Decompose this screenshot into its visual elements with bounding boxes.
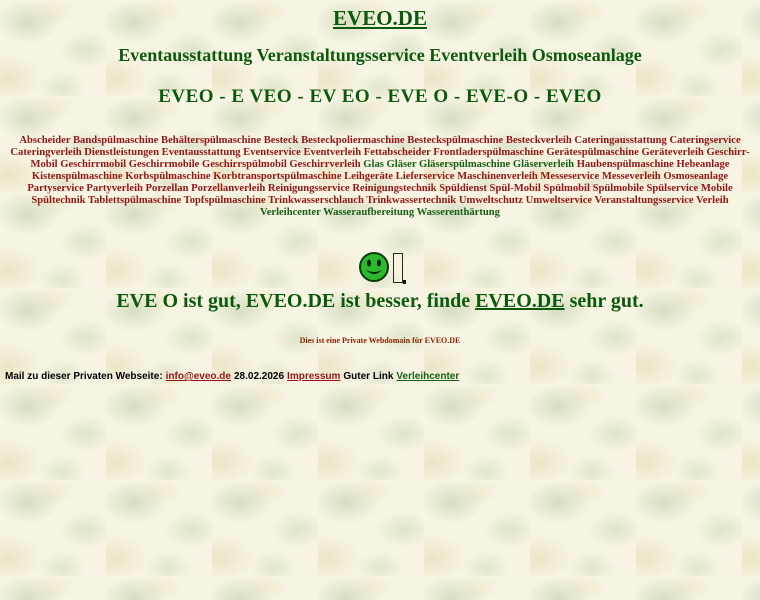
keyword-segment: Spültechnik Tablettspülmaschine Topfspülmaschine Trinkwasserschlauch Trinkwassertechnik Umweltschutz Umweltservice Veranstaltungsservice Verleih xyxy=(31,195,729,206)
keyword-segment: Mobil Geschirrmobil Geschirrmobile Geschirrspülmobil Geschirrverleih xyxy=(30,159,361,170)
statement-prefix: EVE O ist gut, EVEO.DE ist besser, finde xyxy=(116,290,476,312)
keyword-segment: Cateringverleih Dienstleistungen Eventausstattung Eventservice Eventverleih Fettabscheider Frontladerspülmaschine Gerätespülmaschine Geräteverleih Geschirr- xyxy=(10,147,750,158)
page-subtitle: Eventausstattung Veranstaltungsservice Eventverleih Osmoseanlage xyxy=(118,45,642,65)
guter-link-label: Guter Link xyxy=(343,371,394,382)
private-note: Dies ist eine Private Webdomain für EVEO.DE xyxy=(299,336,461,345)
keyword-segment: Kistenspülmaschine Korbspülmaschine Korbtransportspülmaschine Leihgeräte Lieferservice Maschinenverleih Messeservice Messeverleih Osmoseanlage xyxy=(31,171,729,182)
email-link[interactable]: info@eveo.de xyxy=(165,371,231,382)
keyword-line xyxy=(2,207,758,219)
keyword-segment: Verleihcenter Wasseraufbereitung Wasserenthärtung xyxy=(260,207,500,218)
keyword-line xyxy=(2,195,758,207)
footer-label: Mail zu dieser Privaten Webseite: xyxy=(5,371,163,382)
keyword-segment: Partyservice Partyverleih Porzellan Porzellanverleih Reinigungsservice Reinigungstechnik Spüldienst Spül-Mobil Spülmobil Spülmobile Spülservice Mobile xyxy=(27,183,733,194)
name-variants: EVEO - E VEO - EV EO - EVE O - EVE-O - EVEO xyxy=(158,86,602,107)
traffic-light-icon xyxy=(393,253,403,283)
eveo-link[interactable]: EVEO.DE xyxy=(475,290,565,312)
keyword-segment: Haubenspülmaschine Hebeanlage xyxy=(576,159,730,170)
smiley-icon xyxy=(358,251,390,283)
footer xyxy=(5,371,755,382)
keyword-block xyxy=(0,135,760,219)
keyword-line xyxy=(2,135,758,147)
keyword-line xyxy=(2,183,758,195)
traffic-light-dot xyxy=(403,280,406,284)
page-title[interactable]: EVEO.DE xyxy=(333,6,427,30)
impressum-link[interactable]: Impressum xyxy=(287,371,341,382)
footer-date: 28.02.2026 xyxy=(233,371,285,382)
verleihcenter-link[interactable]: Verleihcenter xyxy=(396,371,460,382)
statement-suffix: sehr gut. xyxy=(564,290,644,312)
statement xyxy=(0,290,760,313)
keyword-line xyxy=(2,171,758,183)
keyword-line xyxy=(2,147,758,159)
keyword-segment: Glas Gläser Gläserspülmaschine Gläserverleih xyxy=(363,159,575,170)
keyword-segment: Abscheider Bandspülmaschine Behälterspülmaschine Besteck Besteckpoliermaschine Besteckspülmaschine Besteckverleih Cateringausstattung Cateringservice xyxy=(19,135,741,146)
icon-row xyxy=(0,251,760,289)
keyword-line xyxy=(2,159,758,171)
